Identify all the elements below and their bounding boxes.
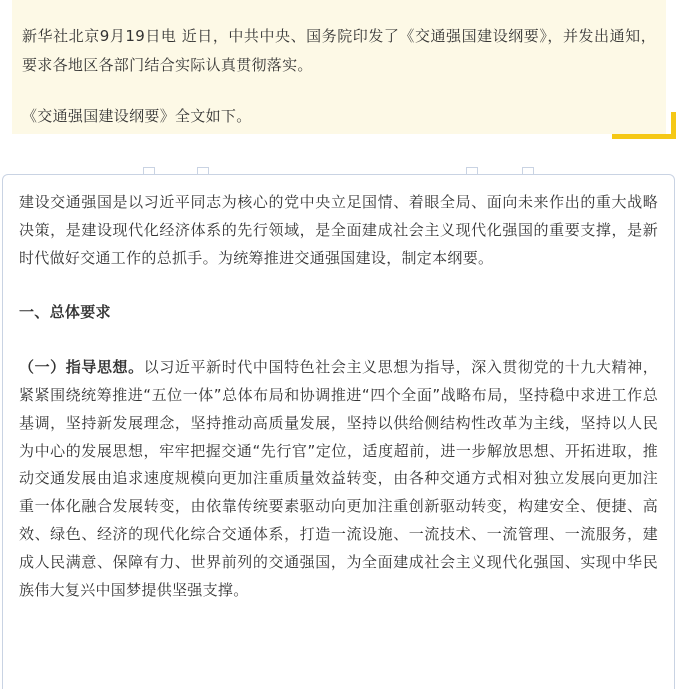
intro-corner-accent-horizontal [612,134,676,139]
frame-tab-marker [466,167,478,174]
article-preamble: 建设交通强国是以习近平同志为核心的党中央立足国情、着眼全局、面向未来作出的重大战略决策，是建设现代化经济体系的先行领域，是全面建成社会主义现代化强国的重要支撑，是新时代做好交通工作的总抓手。为统筹推进交通强国建设，制定本纲要。 [19,193,658,267]
subsection-body: 以习近平新时代中国特色社会主义思想为指导，深入贯彻党的十九大精神，紧紧围绕统筹推进“五位一体”总体布局和协调推进“四个全面”战略布局，坚持稳中求进工作总基调，坚持新发展理念，坚持推动高质量发展，坚持以供给侧结构性改革为主线，坚持以人民为中心的发展思想，牢牢把握交通“先行官”定位，适度超前，进一步解放思想、开拓进取，推动交通发展由追求速度规模向更加注重质量效益转变，由各种交通方式相对独立发展向更加注重一体化融合发展转变，由依靠传统要素驱动向更加注重创新驱动转变，构建安全、便捷、高效、绿色、经济的现代化综合交通体系，打造一流设施、一流技术、一流管理、一流服务，建成人民满意、保障有力、世界前列的交通强国，为全面建成社会主义现代化强国、实现中华民族伟大复兴中国梦提供坚强支撑。 [19,358,659,599]
intro-corner-accent-vertical [671,112,676,139]
frame-tab-marker [143,167,155,174]
intro-paragraph-fulltext-note: 《交通强国建设纲要》全文如下。 [22,107,252,125]
intro-paragraph-lead: 新华社北京9月19日电 近日，中共中央、国务院印发了《交通强国建设纲要》，并发出通知，要求各地区各部门结合实际认真贯彻落实。 [22,27,656,74]
section-heading-general-requirements: 一、总体要求 [19,303,111,322]
frame-tab-marker [197,167,209,174]
article-body [2,174,675,689]
frame-tab-marker [522,167,534,174]
intro-box [12,0,666,134]
subsection-guiding-ideology [19,354,658,604]
subsection-lead: （一）指导思想。 [19,358,144,377]
